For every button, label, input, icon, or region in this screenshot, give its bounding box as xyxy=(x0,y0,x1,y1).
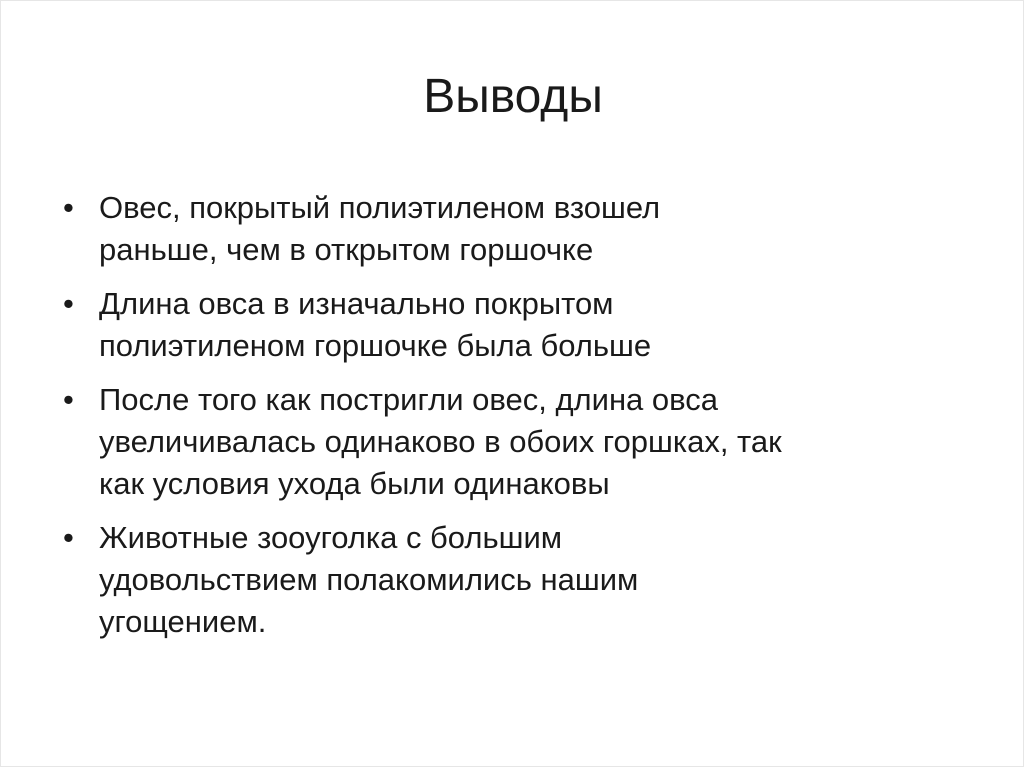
bullet-dot-icon: • xyxy=(63,190,74,225)
bullet-item xyxy=(63,187,983,271)
bullet-text: Длина овса в изначально покрытом полиэтиленом горшочке была больше xyxy=(99,286,652,363)
bullet-dot-icon: • xyxy=(63,286,74,321)
bullet-list xyxy=(63,187,983,655)
bullet-text: Животные зооуголка с большим удовольствием полакомились нашим угощением. xyxy=(99,520,639,639)
slide-title: Выводы xyxy=(423,70,603,123)
bullet-text: После того как постригли овес, длина овса увеличивалась одинаково в обоих горшках, так как условия ухода были одинаковы xyxy=(99,382,782,501)
bullet-item xyxy=(63,379,983,505)
bullet-text: Овес, покрытый полиэтиленом взошел раньше, чем в открытом горшочке xyxy=(99,190,661,267)
bullet-item xyxy=(63,283,983,367)
bullet-dot-icon: • xyxy=(63,382,74,417)
bullet-dot-icon: • xyxy=(63,520,74,555)
bullet-item xyxy=(63,517,983,643)
